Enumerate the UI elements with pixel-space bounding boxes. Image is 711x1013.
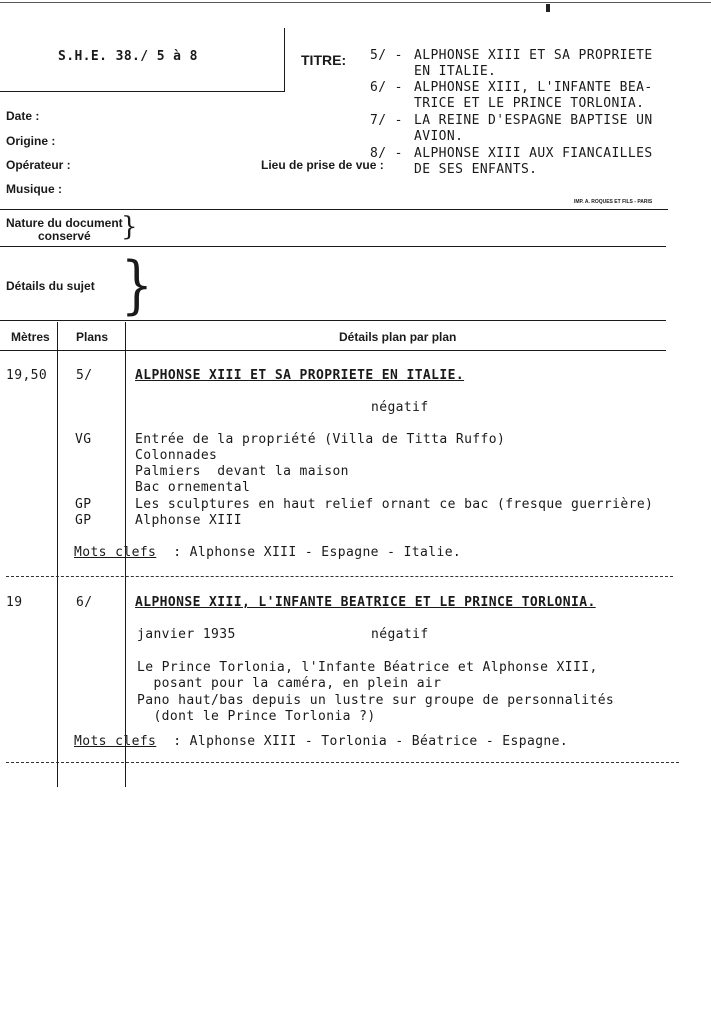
rule-table-top [0, 320, 666, 321]
shot-text: Le Prince Torlonia, l'Infante Béatrice et Alphonse XIII, [137, 660, 598, 675]
printer-imprint: IMP. A. ROQUES ET FILS - PARIS [574, 199, 653, 205]
details-brace: } [121, 249, 153, 322]
entry-heading: ALPHONSE XIII, L'INFANTE BEATRICE ET LE PRINCE TORLONIA. [135, 595, 596, 610]
titre-label: TITRE: [301, 52, 347, 68]
row-separator [6, 576, 673, 577]
title-num: 6/ - [370, 80, 403, 95]
plan-number: 6/ [76, 595, 93, 610]
title-num: 8/ - [370, 146, 403, 161]
scan-mark [546, 4, 550, 12]
field-operateur: Opérateur : [6, 158, 71, 172]
shot-text: (dont le Prince Torlonia ?) [137, 709, 376, 724]
row-separator [6, 762, 679, 763]
rule-header-bottom [0, 350, 666, 351]
title-line: TRICE ET LE PRINCE TORLONIA. [414, 96, 645, 111]
mots-clefs-label: Mots clefs [74, 734, 157, 749]
ref-box-right [284, 28, 285, 92]
title-num: 5/ - [370, 48, 403, 63]
shot-text: Pano haut/bas depuis un lustre sur groupe de personnalités [137, 693, 615, 708]
col-details: Détails plan par plan [339, 330, 457, 344]
title-num: 7/ - [370, 113, 403, 128]
rule-nature-top [0, 209, 668, 210]
title-line: DE SES ENFANTS. [414, 162, 538, 177]
title-line: ALPHONSE XIII, L'INFANTE BEA- [414, 80, 653, 95]
nature-label-2: conservé [38, 229, 91, 243]
negatif-label: négatif [371, 627, 429, 642]
col-sep-1 [57, 322, 58, 787]
title-line: AVION. [414, 129, 464, 144]
entry-date: janvier 1935 [137, 627, 236, 642]
negatif-label: négatif [371, 400, 429, 415]
nature-label: Nature du document [6, 216, 123, 230]
shot-text: Alphonse XIII [135, 513, 242, 528]
shot-text: Colonnades [135, 448, 218, 463]
col-plans: Plans [76, 330, 109, 344]
title-line: ALPHONSE XIII AUX FIANCAILLES [414, 146, 653, 161]
shot-text: Entrée de la propriété (Villa de Titta Ruffo) [135, 432, 506, 447]
shot-text: Bac ornemental [135, 480, 251, 495]
reference-code: S.H.E. 38./ 5 à 8 [58, 49, 198, 64]
details-sujet-label: Détails du sujet [6, 279, 95, 293]
nature-brace: } [121, 212, 138, 242]
metres-value: 19,50 [6, 368, 48, 383]
title-line: EN ITALIE. [414, 64, 497, 79]
field-origine: Origine : [6, 134, 56, 148]
mots-clefs-values: : Alphonse XIII - Espagne - Italie. [165, 545, 462, 560]
mots-clefs-values: : Alphonse XIII - Torlonia - Béatrice - Espagne. [165, 734, 569, 749]
plan-number: 5/ [76, 368, 93, 383]
title-line: ALPHONSE XIII ET SA PROPRIETE [414, 48, 653, 63]
shot-plan: GP [75, 497, 92, 512]
scan-edge [0, 2, 711, 3]
shot-text: posant pour la caméra, en plein air [137, 676, 442, 691]
field-musique: Musique : [6, 182, 62, 196]
title-line: LA REINE D'ESPAGNE BAPTISE UN [414, 113, 653, 128]
col-metres: Mètres [11, 330, 50, 344]
field-date: Date : [6, 109, 40, 123]
shot-plan: VG [75, 432, 92, 447]
shot-text: Les sculptures en haut relief ornant ce bac (fresque guerrière) [135, 497, 654, 512]
rule-nature-bottom [0, 246, 666, 247]
entry-heading: ALPHONSE XIII ET SA PROPRIETE EN ITALIE. [135, 368, 465, 383]
shot-text: Palmiers devant la maison [135, 464, 349, 479]
ref-box-bottom [0, 91, 285, 92]
field-lieu: Lieu de prise de vue : [261, 158, 384, 172]
mots-clefs-label: Mots clefs [74, 545, 157, 560]
shot-plan: GP [75, 513, 92, 528]
metres-value: 19 [6, 595, 23, 610]
